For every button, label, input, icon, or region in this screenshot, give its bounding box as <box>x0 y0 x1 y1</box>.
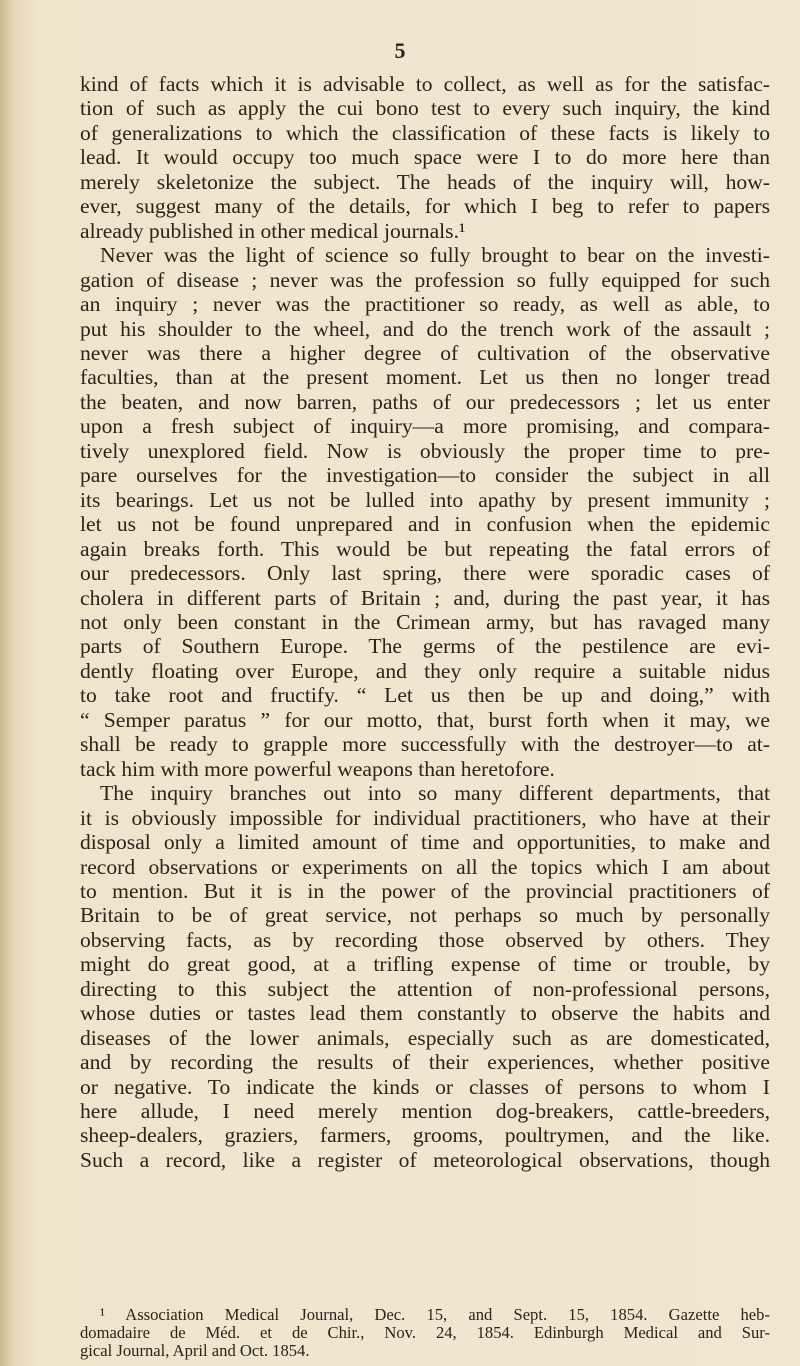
text-line: it is obviously impossible for individual practitioners, who have at their <box>80 805 770 830</box>
text-line: The inquiry branches out into so many different departments, that <box>100 781 770 806</box>
text-line: observing facts, as by recording those observed by others. They <box>80 927 770 952</box>
footnotes <box>80 1306 770 1360</box>
text-line: put his shoulder to the wheel, and do the trench work of the assault ; <box>80 316 770 341</box>
text-line: never was there a higher degree of cultivation of the observative <box>80 340 770 365</box>
footnote-line: ¹ Association Medical Journal, Dec. 15, and Sept. 15, 1854. Gazette heb- <box>100 1305 770 1324</box>
text-line: faculties, than at the present moment. Let us then no longer tread <box>80 365 770 390</box>
footnote-line: gical Journal, April and Oct. 1854. <box>80 1341 310 1360</box>
text-line: kind of facts which it is advisable to collect, as well as for the satisfac- <box>80 72 770 96</box>
text-line: Never was the light of science so fully brought to bear on the investi- <box>100 243 770 268</box>
text-line: and by recording the results of their experiences, whether positive <box>80 1050 770 1075</box>
text-line: let us not be found unprepared and in confusion when the epidemic <box>80 512 770 537</box>
text-line: whose duties or tastes lead them constantly to observe the habits and <box>80 1001 770 1026</box>
body-text <box>80 72 770 1172</box>
text-line: tion of such as apply the cui bono test to every such inquiry, the kind <box>80 96 770 121</box>
page-number: 5 <box>394 38 406 63</box>
text-line: an inquiry ; never was the practitioner so ready, as well as able, to <box>80 292 770 317</box>
text-line: parts of Southern Europe. The germs of the pestilence are evi- <box>80 634 770 659</box>
text-line: here allude, I need merely mention dog-breakers, cattle-breeders, <box>80 1099 770 1124</box>
text-line: Such a record, like a register of meteorological observations, though <box>80 1147 770 1172</box>
text-line: not only been constant in the Crimean army, but has ravaged many <box>80 609 770 634</box>
text-line: shall be ready to grapple more successfully with the destroyer—to at- <box>80 732 770 757</box>
text-line: the beaten, and now barren, paths of our predecessors ; let us enter <box>80 389 770 414</box>
text-line: to mention. But it is in the power of the provincial practitioners of <box>80 878 770 903</box>
text-line: lead. It would occupy too much space were I to do more here than <box>80 145 770 170</box>
text-line: cholera in different parts of Britain ; and, during the past year, it has <box>80 585 770 610</box>
text-line: diseases of the lower animals, especially such as are domesticated, <box>80 1025 770 1050</box>
text-line: gation of disease ; never was the profession so fully equipped for such <box>80 267 770 292</box>
text-line: tack him with more powerful weapons than heretofore. <box>80 756 555 781</box>
text-line: directing to this subject the attention of non-professional persons, <box>80 976 770 1001</box>
text-line: to take root and fructify. “ Let us then be up and doing,” with <box>80 683 770 708</box>
text-line: pare ourselves for the investigation—to consider the subject in all <box>80 463 770 488</box>
text-line: “ Semper paratus ” for our motto, that, burst forth when it may, we <box>80 707 770 732</box>
text-line: ever, suggest many of the details, for which I beg to refer to papers <box>80 194 770 219</box>
text-line: upon a fresh subject of inquiry—a more promising, and compara- <box>80 414 770 439</box>
text-line: again breaks forth. This would be but repeating the fatal errors of <box>80 536 770 561</box>
text-line: our predecessors. Only last spring, there were sporadic cases of <box>80 561 770 586</box>
text-line: disposal only a limited amount of time and opportunities, to make and <box>80 830 770 855</box>
text-line: sheep-dealers, graziers, farmers, grooms, poultrymen, and the like. <box>80 1123 770 1148</box>
text-line: Britain to be of great service, not perhaps so much by personally <box>80 903 770 928</box>
text-line: dently floating over Europe, and they only require a suitable nidus <box>80 658 770 683</box>
text-line: tively unexplored field. Now is obviously the proper time to pre- <box>80 438 770 463</box>
text-line: record observations or experiments on all the topics which I am about <box>80 854 770 879</box>
text-line: already published in other medical journals.¹ <box>80 218 466 243</box>
footnote-line: domadaire de Méd. et de Chir., Nov. 24, 1854. Edinburgh Medical and Sur- <box>80 1323 770 1342</box>
text-line: might do great good, at a trifling expense of time or trouble, by <box>80 952 770 977</box>
text-line: or negative. To indicate the kinds or classes of persons to whom I <box>80 1074 770 1099</box>
text-line: merely skeletonize the subject. The heads of the inquiry will, how- <box>80 169 770 194</box>
text-line: its bearings. Let us not be lulled into apathy by present immunity ; <box>80 487 770 512</box>
text-line: of generalizations to which the classification of these facts is likely to <box>80 120 770 145</box>
